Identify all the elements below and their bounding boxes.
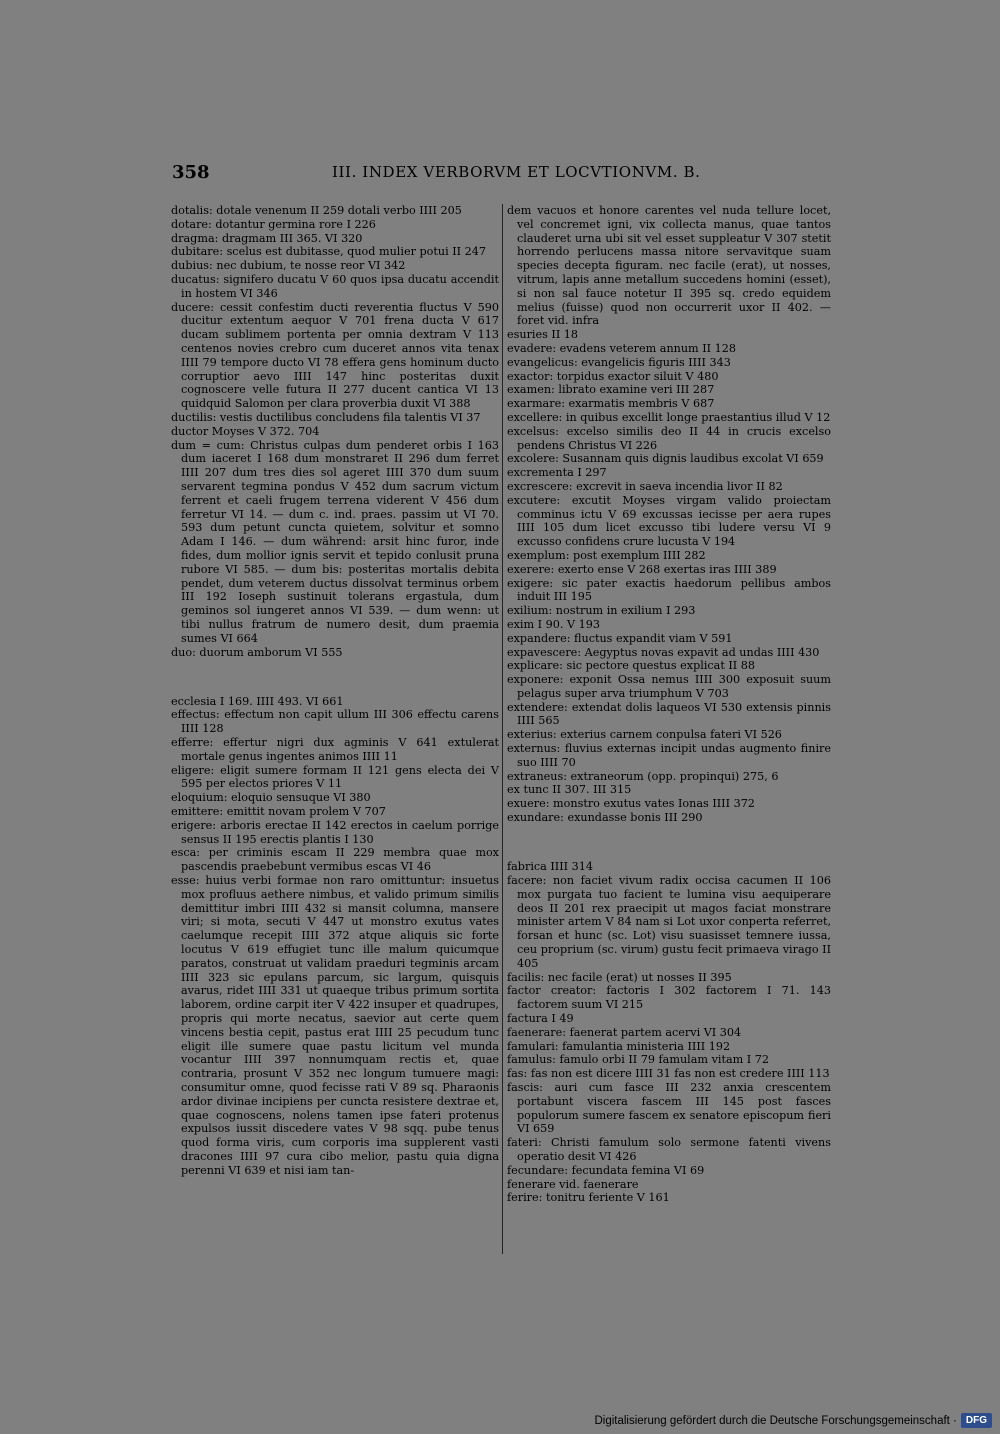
index-entry: fas: fas non est dicere IIII 31 fas non est credere IIII 113 xyxy=(507,1067,830,1081)
index-entry: exponere: exponit Ossa nemus IIII 300 exposuit suum pelagus super arva triumphum V 703 xyxy=(507,673,831,700)
index-entry: esca: per criminis escam II 229 membra quae mox pascendis praebebunt vermibus escas VI 46 xyxy=(171,846,499,874)
index-entry: dubius: nec dubium, te nosse reor VI 342 xyxy=(171,259,406,273)
index-entry: factor creator: factoris I 302 factorem I 71. 143 factorem suum VI 215 xyxy=(507,984,831,1012)
index-entry: excrementa I 297 xyxy=(507,466,607,480)
index-entry: exigere: sic pater exactis haedorum pellibus ambos induit III 195 xyxy=(507,576,831,604)
index-entry: excellere: in quibus excellit longe praestantius illud V 12 xyxy=(507,410,831,424)
footer xyxy=(594,1413,992,1428)
index-entry: evadere: evadens veterem annum II 128 xyxy=(507,341,736,355)
index-entry: eloquium: eloquio sensuque VI 380 xyxy=(171,791,371,805)
index-entry: dubitare: scelus est dubitasse, quod mulier potui II 247 xyxy=(171,245,486,259)
index-entry: dum = cum: Christus culpas dum penderet orbis I 163 dum iaceret I 168 dum monstraret II 296 dum ferret IIII 207 dum tres dies sol ageret IIII 370 dum suum servarent tegmina pondus V 452 dum sacrum victum ferrent et caeli frugem terrena viderent V 456 dum ferretur VI 14. — dum c. ind. praes. passim ut VI 70. 593 dum petunt cuncta quietem, solvitur et somno Adam I 146. — dum während: arsit hinc furor, inde fides, dum mollior ignis servit et tepido conlusit pruna rubore VI 585. — dum bis: posteritas mortalis debita pendet, dum veterem ductus dissolvat terminus orbem III 192 Ioseph sustinuit tolerans ergastula, dum geminos sol iungeret annos VI 539. — dum wenn: ut tibi nullus fratrum de numero desit, dum praemia sumes VI 664 xyxy=(171,438,499,645)
index-entry: exactor: torpidus exactor siluit V 480 xyxy=(507,369,719,383)
index-entry: ecclesia I 169. IIII 493. VI 661 xyxy=(171,694,344,708)
index-column-right xyxy=(507,204,831,1205)
index-entry: esse: huius verbi formae non raro omittuntur: insuetus mox profluus aethere nimbus, et valido primum similis demittitur imbri IIII 432 si mansit columna, mansere viri; si mota, secuti V 447 ut monstro exutus vates caelumque recepit IIII 372 atque aliquis sic forte locutus V 619 effugiet tunc ille malum quicumque paratos, construat ut validam praeduri tegminis arcam IIII 323 sic epulans parcum, sic largum, quisquis avarus, ridet IIII 331 ut quaeque tribus primum sortita laborem, ordine carpit iter V 422 insuper et quadrupes, propris qui morte necatus, saevior aut certe quem vincens bestia cepit, pastus erat IIII 25 pecudum tunc eligit ille sumere quae pastu licitum vel munda vocantur IIII 397 nonnumquam rectis et, quae contraria, prosunt V 352 nec longum tumuere magi: consumitur omne, quod fecisse rati V 89 sq. Pharaonis ardor divinae incipiens per cuncta resistere dextrae et, quae cognoscens, nolens tamen ipse fateri protenus expulsos iussit discedere vates V 98 sqq. pube tenus quod forma viris, cum corporis ima supplerent vasti dracones IIII 97 cura cibo melior, pastu quia digna perenni VI 639 et nisi iam tan- xyxy=(171,874,499,1177)
index-entry: faenerare: faenerat partem acervi VI 304 xyxy=(507,1025,742,1039)
index-entry: exim I 90. V 193 xyxy=(507,617,600,631)
footer-credit: Digitalisierung gefördert durch die Deutsche Forschungsgemeinschaft · xyxy=(594,1414,957,1427)
index-entry: evangelicus: evangelicis figuris IIII 343 xyxy=(507,355,731,369)
index-entry: excrescere: excrevit in saeva incendia livor II 82 xyxy=(507,479,783,493)
page-number: 358 xyxy=(172,162,210,183)
index-entry: facilis: nec facile (erat) ut nosses II 395 xyxy=(507,970,732,984)
dfg-logo-icon: DFG xyxy=(961,1413,992,1428)
running-title: III. INDEX VERBORVM ET LOCVTIONVM. B. xyxy=(332,163,701,181)
index-entry: explicare: sic pectore questus explicat II 88 xyxy=(507,659,756,673)
index-entry: exterius: exterius carnem conpulsa fateri VI 526 xyxy=(507,728,782,742)
index-entry: excolere: Susannam quis dignis laudibus excolat VI 659 xyxy=(507,452,824,466)
index-entry: dotalis: dotale venenum II 259 dotali verbo IIII 205 xyxy=(171,204,462,217)
index-entry: fecundare: fecundata femina VI 69 xyxy=(507,1163,705,1177)
index-entry: exilium: nostrum in exilium I 293 xyxy=(507,604,696,618)
column-divider xyxy=(502,204,503,1254)
index-entry: famulus: famulo orbi II 79 famulam vitam I 72 xyxy=(507,1053,770,1067)
index-entry: erigere: arboris erectae II 142 erectos in caelum porrige sensus II 195 erectis plantis I 130 xyxy=(171,818,499,846)
index-entry: fabrica IIII 314 xyxy=(507,860,593,874)
index-entry: ferire: tonitru feriente V 161 xyxy=(507,1191,670,1205)
index-entry: dotare: dotantur germina rore I 226 xyxy=(171,217,376,231)
index-entry: efferre: effertur nigri dux agminis V 641 extulerat mortale genus ingentes animos IIII 11 xyxy=(171,736,499,763)
index-column-left xyxy=(171,204,499,1178)
page-header xyxy=(172,162,832,184)
index-entry: excelsus: excelso similis deo II 44 in crucis excelso pendens Christus VI 226 xyxy=(507,424,831,452)
index-entry: exundare: exundasse bonis III 290 xyxy=(507,811,703,825)
index-entry: exerere: exerto ense V 268 exertas iras IIII 389 xyxy=(507,562,777,576)
index-entry: ductor Moyses V 372. 704 xyxy=(171,424,320,438)
index-entry: emittere: emittit novam prolem V 707 xyxy=(171,805,386,819)
index-entry: ex tunc II 307. III 315 xyxy=(507,783,632,797)
index-entry: exemplum: post exemplum IIII 282 xyxy=(507,548,706,562)
index-entry: dragma: dragmam III 365. VI 320 xyxy=(171,231,363,245)
index-entry: exarmare: exarmatis membris V 687 xyxy=(507,397,715,411)
index-entry: famulari: famulantia ministeria IIII 192 xyxy=(507,1039,731,1053)
index-entry: fateri: Christi famulum solo sermone fatenti vivens operatio desit VI 426 xyxy=(507,1136,831,1163)
index-entry: ducere: cessit confestim ducti reverentia fluctus V 590 ducitur extentum aequor V 701 frena ducta V 617 ducam sublimem portenta per omnia dextram V 113 centenos novies crebro cum duceret annos vita tenax IIII 79 tempore ducto VI 78 effera gens hominum ducto corruptior aevo IIII 147 hinc posteritas duxit cognoscere velle futura II 277 ducent cantica VI 13 quidquid Salomon per clara proverbia duxit VI 388 xyxy=(171,300,499,411)
index-entry: eligere: eligit sumere formam II 121 gens electa dei V 595 per electos priores V 11 xyxy=(171,763,499,791)
index-entry: externus: fluvius externas incipit undas augmento finire suo IIII 70 xyxy=(507,742,831,769)
index-entry: extraneus: extraneorum (opp. propinqui) 275, 6 xyxy=(507,769,779,783)
index-entry: facere: non faciet vivum radix occisa cacumen II 106 mox purgata tuo facient te lumina visu aequiperare deos II 201 rex praecipit ut magos faciat monstrare minister artem V 84 nam si Lot uxor conperta referret, forsan et hunc (sc. Lot) visu suasisset temnere iussa, ceu proprium (sc. virum) gustu fecit primaeva virago II 405 xyxy=(507,874,831,970)
index-entry: excutere: excutit Moyses virgam valido proiectam comminus ictu V 69 excussas iecisse per aera rupes IIII 105 dum licet excusso tibi ludere versu VI 9 excusso confidens crure lucusta V 194 xyxy=(507,493,831,549)
section-gap xyxy=(171,670,499,683)
index-entry: fenerare vid. faenerare xyxy=(507,1177,639,1191)
index-entry: ducatus: signifero ducatu V 60 quos ipsa ducatu accendit in hostem VI 346 xyxy=(171,272,499,300)
section-gap xyxy=(507,836,831,849)
index-entry: dem vacuos et honore carentes vel nuda tellure locet, vel concremet igni, vix collecta manus, quae tantos clauderet urna ubi sit vel esset suppleatur V 307 stetit horrendo perlucens massa nitore servavitque suam species decepta figuram. nec facile (erat), ut nosses, vitrum, lapis anne metallum succedens homini (esset), si non sal fauce notetur II 395 sq. credo equidem melius (fuisse) quod non occurrerit uxor II 402. — foret vid. infra xyxy=(507,204,831,328)
index-entry: expandere: fluctus expandit viam V 591 xyxy=(507,631,733,645)
index-entry: expavescere: Aegyptus novas expavit ad undas IIII 430 xyxy=(507,645,820,659)
index-entry: effectus: effectum non capit ullum III 306 effectu carens IIII 128 xyxy=(171,708,499,736)
index-entry: ductilis: vestis ductilibus concludens fila talentis VI 37 xyxy=(171,410,481,424)
index-entry: fascis: auri cum fasce III 232 anxia crescentem portabunt viscera fascem III 145 post fasces populorum sumere fascem ex senatore episcopum fieri VI 659 xyxy=(507,1080,831,1136)
index-entry: exuere: monstro exutus vates Ionas IIII 372 xyxy=(507,797,755,811)
index-entry: extendere: extendat dolis laqueos VI 530 extensis pinnis IIII 565 xyxy=(507,700,831,728)
index-entry: factura I 49 xyxy=(507,1012,574,1025)
index-entry: examen: librato examine veri III 287 xyxy=(507,383,715,397)
index-entry: duo: duorum amborum VI 555 xyxy=(171,645,343,659)
index-entry: esuries II 18 xyxy=(507,328,579,342)
